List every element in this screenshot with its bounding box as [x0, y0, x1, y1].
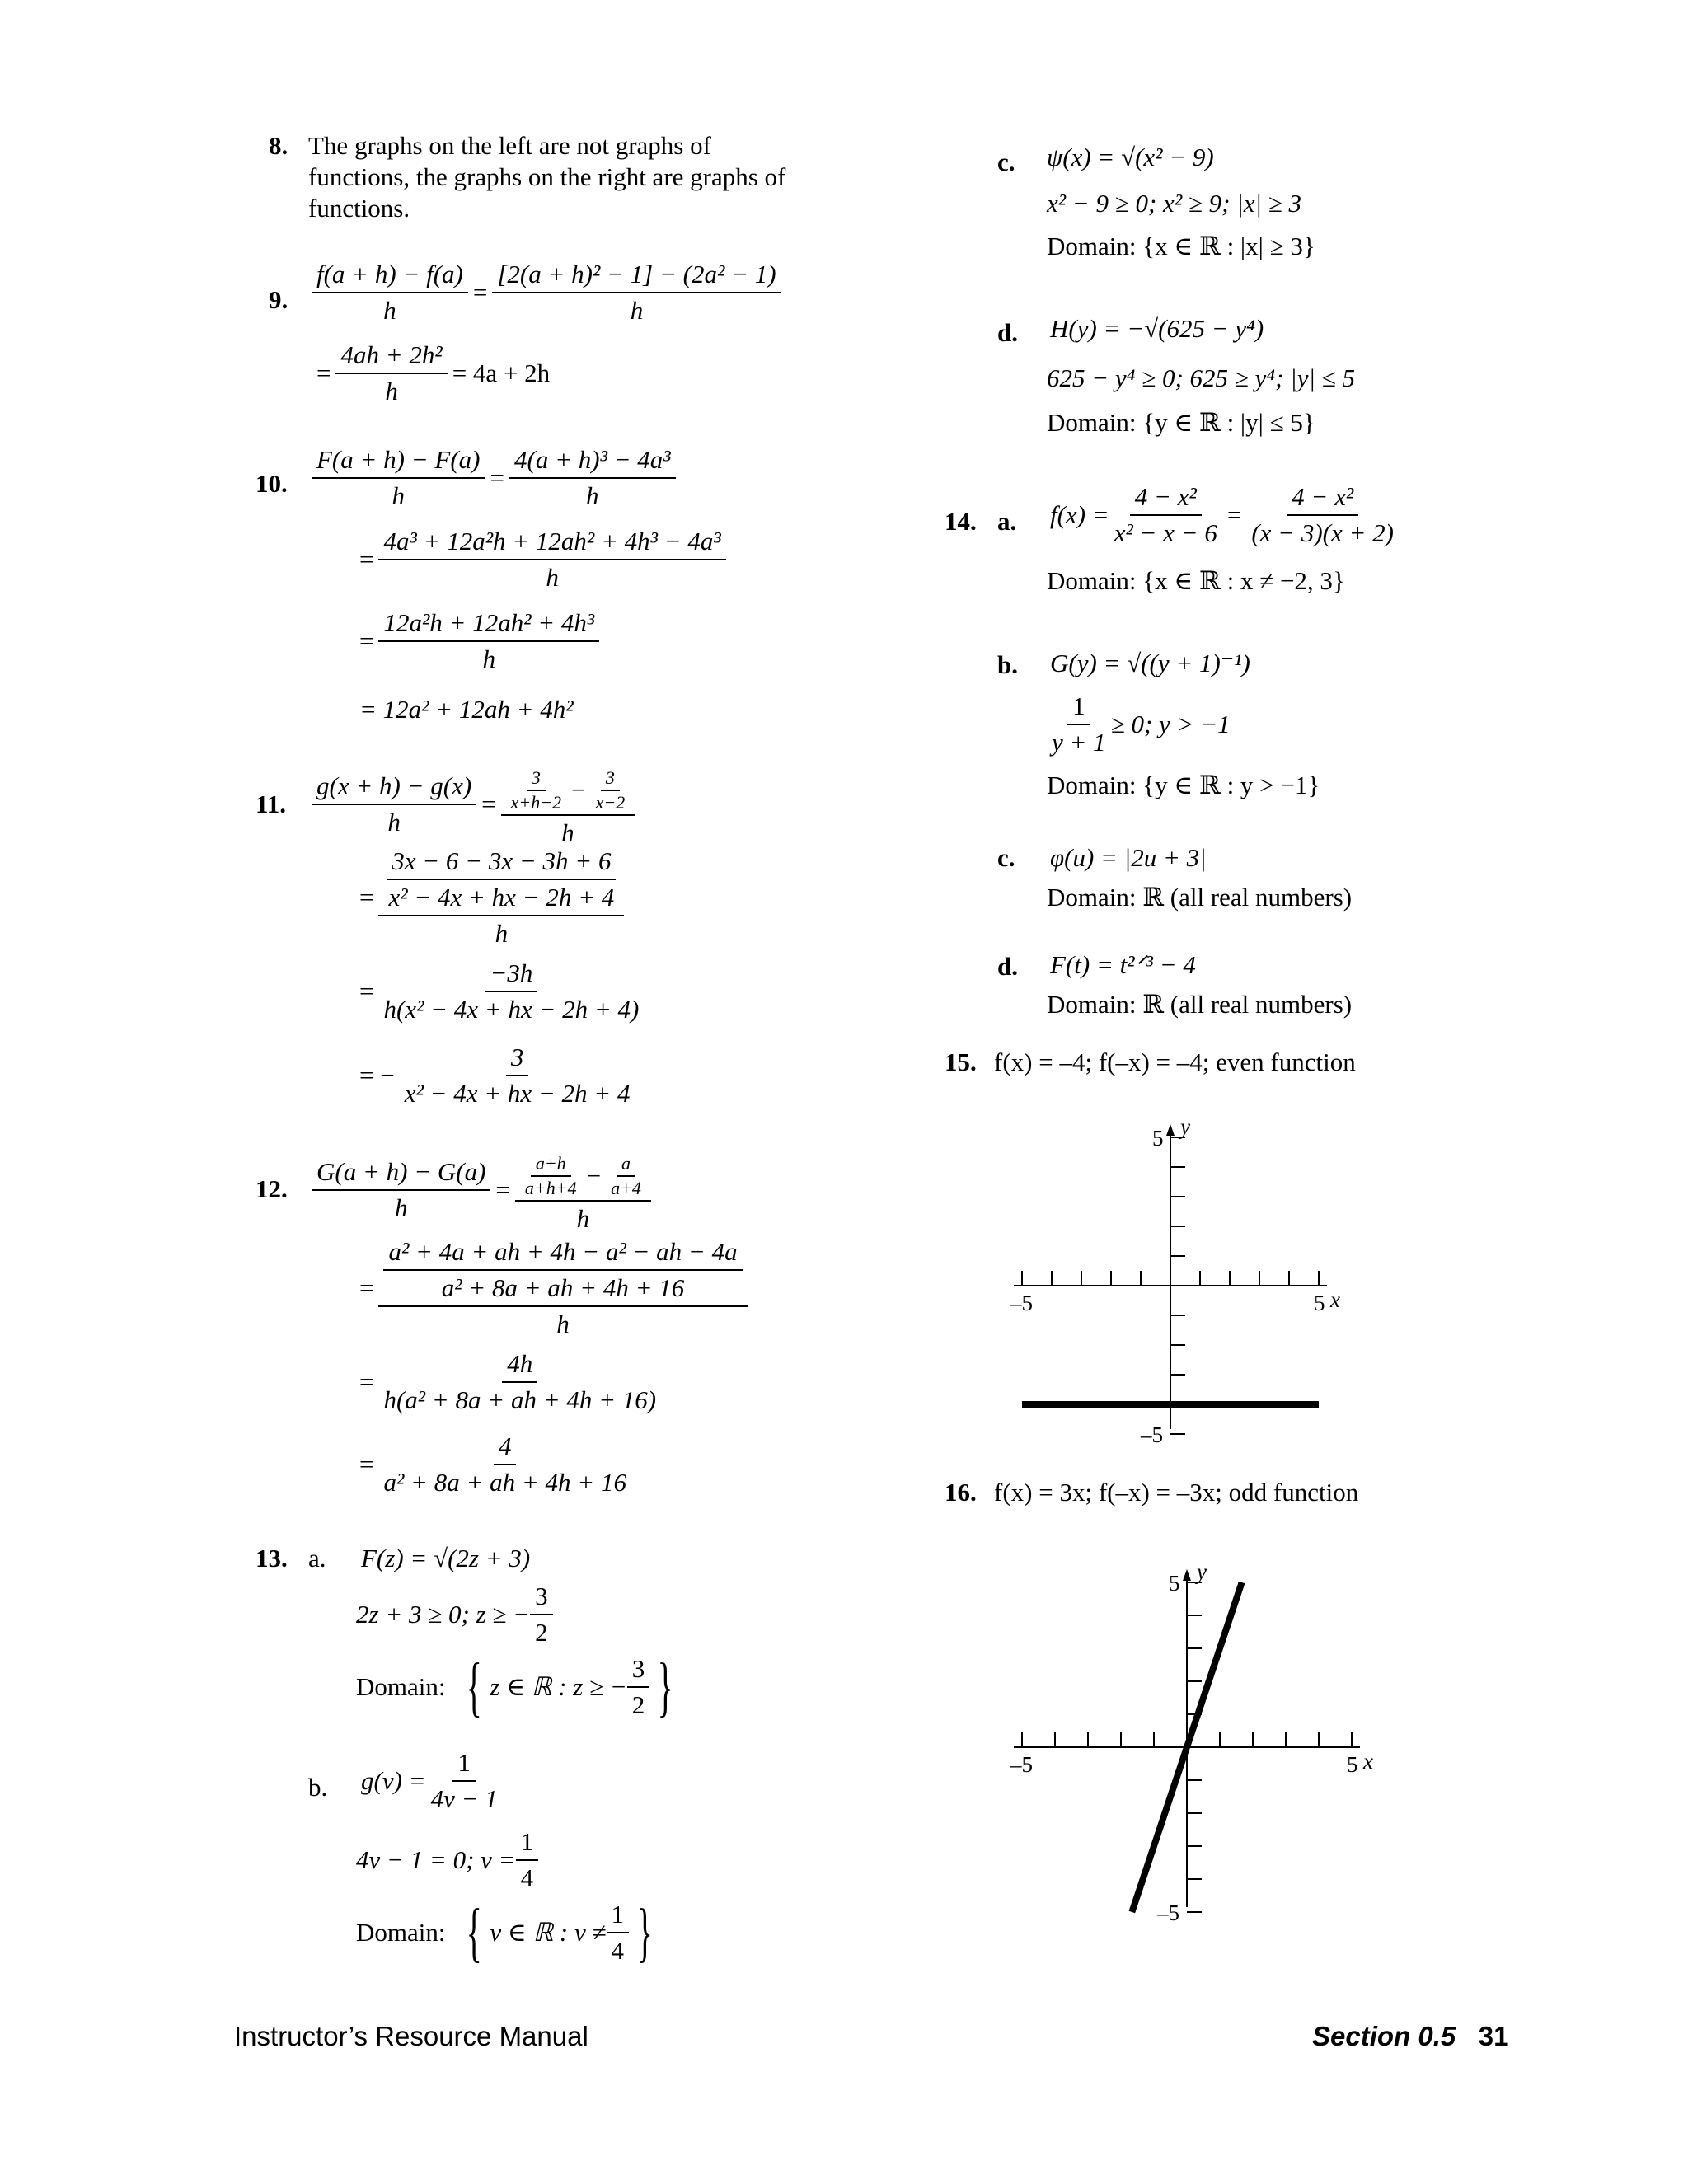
y-tick-label: 5: [1169, 1571, 1180, 1596]
domain-set: z ∈ ℝ : z ≥ −: [490, 1672, 627, 1701]
function-definition: H(y) = −√(625 − y⁴): [1050, 314, 1264, 343]
numerator: 4h: [502, 1347, 537, 1383]
problem-number: 16.: [945, 1478, 977, 1507]
function-name: f(x) =: [1050, 500, 1109, 529]
domain-label: Domain:: [356, 1918, 446, 1947]
inner-numerator: 3: [527, 766, 546, 791]
x-tick-label: 5: [1347, 1752, 1358, 1777]
inner-denominator: x−2: [595, 792, 626, 813]
footer-title: Instructor’s Resource Manual: [234, 2021, 588, 2051]
problem-number: 12.: [256, 1174, 288, 1203]
denominator: y + 1: [1052, 728, 1106, 757]
function-definition: F(z) = √(2z + 3): [361, 1544, 531, 1572]
footer-section: [1312, 2021, 1508, 2052]
y-axis-arrow: [1183, 1569, 1191, 1581]
inner-numerator: a: [617, 1152, 635, 1177]
numerator: 1: [1067, 689, 1090, 725]
y-tick-label: –5: [1141, 1422, 1163, 1447]
problem-10-line2: = $\frac{\text{4a³ + 12a²h + 12ah² + 4h³ − 4a³}}{h}$: [354, 524, 726, 595]
inner-denominator: a+4: [611, 1178, 641, 1198]
denominator: h: [392, 481, 405, 510]
problem-12-line3: = $\frac{4h}{\text{h(a² + 8a + ah + 4h + 16)}}$: [354, 1347, 661, 1418]
result: = 4a + 2h: [452, 359, 551, 387]
numerator: −3h: [485, 956, 537, 992]
denominator: h(x² − 4x + hx − 2h + 4): [383, 995, 640, 1024]
condition-text: ≥ 0; y > −1: [1110, 710, 1231, 738]
denominator: h: [586, 481, 599, 510]
y-tick-label: –5: [1157, 1900, 1179, 1925]
denominator: 4: [520, 1863, 534, 1892]
condition: 625 − y⁴ ≥ 0; 625 ≥ y⁴; |y| ≤ 5: [1047, 363, 1355, 392]
problem-12-line1: $\frac{G(a + h) - G(a)}{h}$ = $\frac{a+h}{a+h+4}$ − $\frac{a}{a+4}$ h: [312, 1144, 651, 1236]
graph-even-function: [989, 1104, 1368, 1459]
problem-10-line1: $\frac{F(a + h) - F(a)}{h}$ = $\frac{\text{4(a + h)³ − 4a³}}{h}$: [312, 443, 676, 513]
numerator: G(a + h) − G(a): [312, 1155, 490, 1191]
y-tick-label: 5: [1152, 1126, 1164, 1151]
numerator: 3: [530, 1579, 553, 1615]
inner-numerator: 3: [601, 766, 620, 791]
problem-12-line2: = $\frac{\frac{\text{a² + 4a + ah + 4h − a² − ah − 4a}}{\text{a² + 8a + ah + 4h + 16}}}{h}$: [354, 1235, 748, 1342]
denominator: h: [482, 644, 496, 673]
domain: Domain: { z ∈ ℝ : z ≥ − $\frac{3}{2}$ }: [356, 1651, 674, 1723]
denominator: 4: [611, 1936, 625, 1965]
problem-number: 8.: [269, 131, 288, 160]
domain: Domain: {y ∈ ℝ : y > −1}: [1047, 771, 1320, 799]
denominator: h: [561, 818, 574, 847]
problem-number: 15.: [945, 1047, 977, 1076]
problem-9-line1: $\frac{f(a + h) - f(a)}{h}$ = $\frac{\text{[2(a + h)² − 1] − (2a² − 1)}}{h}$: [312, 257, 781, 328]
domain: Domain: {x ∈ ℝ : |x| ≥ 3}: [1047, 232, 1315, 260]
problem-10-result: = 12a² + 12ah + 4h²: [359, 695, 574, 724]
condition: [356, 1825, 538, 1896]
x-tick-label: –5: [1010, 1291, 1033, 1315]
numerator: 1: [452, 1746, 476, 1782]
inner-denominator: a² + 8a + ah + 4h + 16: [441, 1273, 685, 1302]
denominator: h(a² + 8a + ah + 4h + 16): [383, 1385, 657, 1414]
problem-number: 9.: [269, 285, 288, 314]
function-definition: ψ(x) = √(x² − 9): [1047, 143, 1214, 171]
denominator: h: [630, 296, 644, 325]
problem-number: 14.: [945, 507, 977, 536]
inner-numerator: a+h: [531, 1152, 571, 1177]
numerator: 4a³ + 12a²h + 12ah² + 4h³ − 4a³: [378, 524, 725, 560]
problem-number: 13.: [256, 1544, 288, 1572]
part-label: a.: [997, 507, 1017, 536]
part-label: d.: [997, 318, 1018, 347]
graph-odd-function: [989, 1533, 1373, 1925]
function-definition: f(x) = $\frac{\text{4 − x²}}{\text{x² − x − 6}}$ = $\frac{\text{4 − x²}}{(x - 3)(x + 2)}$: [1050, 480, 1399, 551]
numerator: 3: [627, 1652, 650, 1688]
part-label: b.: [997, 650, 1018, 679]
denominator: x² − 4x + hx − 2h + 4: [404, 1079, 631, 1108]
numerator: 4 − x²: [1287, 480, 1358, 516]
numerator: 12a²h + 12ah² + 4h³: [378, 606, 599, 642]
inner-denominator: x+h−2: [510, 792, 562, 813]
function-definition: G(y) = √((y + 1)⁻¹): [1050, 649, 1250, 677]
denominator: h: [546, 563, 559, 592]
problem-9-line2: = $\frac{\text{4ah + 2h²}}{h}$ = 4a + 2h: [312, 338, 555, 409]
part-label: c.: [997, 148, 1015, 176]
denominator: h: [495, 919, 509, 948]
y-axis-arrow: [1166, 1124, 1175, 1136]
numerator: 4: [494, 1429, 517, 1465]
numerator: 4ah + 2h²: [335, 338, 447, 374]
condition: [1047, 689, 1231, 760]
problem-number: 11.: [256, 790, 287, 818]
problem-10-line3: = $\frac{\text{12a²h + 12ah² + 4h³}}{h}$: [354, 606, 599, 677]
denominator: h: [556, 1310, 570, 1338]
function-definition: F(t) = t²ᐟ³ − 4: [1050, 950, 1196, 979]
domain: Domain: {x ∈ ℝ : x ≠ −2, 3}: [1047, 566, 1345, 595]
y-axis-label: y: [1197, 1559, 1207, 1584]
numerator: 4(a + h)³ − 4a³: [509, 443, 676, 479]
y-axis-label: y: [1180, 1114, 1190, 1139]
numerator: 4 − x²: [1130, 480, 1202, 516]
problem-8: [269, 130, 288, 162]
problem-11-line4: = − $\frac{3}{\text{x² − 4x + hx − 2h + 4}}$: [354, 1040, 635, 1111]
x-tick-label: 5: [1314, 1291, 1325, 1315]
x-axis-label: x: [1330, 1287, 1340, 1312]
text-line: functions, the graphs on the right are graphs of: [308, 162, 786, 191]
domain: Domain: {y ∈ ℝ : |y| ≤ 5}: [1047, 408, 1315, 437]
section-label: Section 0.5: [1312, 2021, 1456, 2051]
condition-text: 4v − 1 = 0; v =: [356, 1845, 516, 1874]
denominator: (x − 3)(x + 2): [1251, 518, 1394, 547]
part-label: c.: [997, 843, 1015, 872]
numerator: 3: [506, 1040, 529, 1076]
problem-15-text: f(x) = –4; f(–x) = –4; even function: [994, 1047, 1356, 1076]
denominator: x² − x − 6: [1114, 518, 1217, 547]
problem-16-text: f(x) = 3x; f(–x) = –3x; odd function: [994, 1478, 1359, 1507]
inner-numerator: 3x − 6 − 3x − 3h + 6: [387, 844, 616, 880]
part-label: d.: [997, 952, 1018, 981]
numerator: [2(a + h)² − 1] − (2a² − 1): [492, 257, 781, 293]
denominator: h: [385, 377, 398, 405]
x-tick-label: –5: [1010, 1752, 1033, 1777]
denominator: h: [576, 1204, 590, 1233]
problem-12-line4: = $\frac{4}{\text{a² + 8a + ah + 4h + 16}}$: [354, 1429, 631, 1500]
numerator: 1: [607, 1897, 630, 1933]
part-label: a.: [308, 1544, 326, 1572]
function-definition: [361, 1746, 503, 1816]
domain: Domain: ℝ (all real numbers): [1047, 883, 1353, 912]
denominator: h: [383, 296, 396, 325]
inner-denominator: x² − 4x + hx − 2h + 4: [388, 883, 615, 912]
text-line: functions.: [308, 194, 410, 223]
x-axis-label: x: [1363, 1749, 1373, 1774]
domain: Domain: ℝ (all real numbers): [1047, 990, 1353, 1019]
part-label: b.: [308, 1773, 328, 1802]
inner-denominator: a+h+4: [524, 1178, 577, 1198]
numerator: F(a + h) − F(a): [312, 443, 485, 479]
numerator: f(a + h) − f(a): [312, 257, 468, 293]
denominator: h: [387, 808, 401, 837]
domain-set: v ∈ ℝ : v ≠: [490, 1918, 607, 1947]
problem-11-line3: = $\frac{-3h}{\text{h(x² − 4x + hx − 2h + 4)}}$: [354, 956, 644, 1027]
condition: [356, 1579, 553, 1650]
function-definition: φ(u) = |2u + 3|: [1050, 843, 1207, 872]
denominator: h: [394, 1193, 408, 1222]
numerator: g(x + h) − g(x): [312, 769, 476, 805]
domain: Domain: { v ∈ ℝ : v ≠ $\frac{1}{4}$ }: [356, 1896, 653, 1969]
problem-11-line1: $\frac{g(x + h) - g(x)}{h}$ = $\frac{3}{x+h-2}$ − $\frac{3}{x-2}$ h: [312, 758, 635, 851]
denominator: 2: [535, 1618, 548, 1647]
inner-numerator: a² + 4a + ah + 4h − a² − ah − 4a: [383, 1235, 742, 1271]
denominator: a² + 8a + ah + 4h + 16: [383, 1468, 626, 1497]
numerator: 1: [516, 1825, 539, 1861]
condition: x² − 9 ≥ 0; x² ≥ 9; |x| ≥ 3: [1047, 189, 1302, 218]
page-number: 31: [1478, 2021, 1509, 2051]
function-name: g(v) =: [361, 1766, 426, 1795]
denominator: 2: [631, 1690, 645, 1719]
condition-text: 2z + 3 ≥ 0; z ≥ −: [356, 1600, 531, 1629]
denominator: 4v − 1: [430, 1784, 498, 1813]
problem-11-line2: = $\frac{\frac{3x - 6 - 3x - 3h + 6}{\text{x² − 4x + hx − 2h + 4}}}{h}$: [354, 844, 624, 951]
problem-number: 10.: [256, 469, 288, 498]
problem-8-text: [308, 130, 785, 224]
text-line: The graphs on the left are not graphs of: [308, 131, 711, 160]
domain-label: Domain:: [356, 1672, 446, 1701]
